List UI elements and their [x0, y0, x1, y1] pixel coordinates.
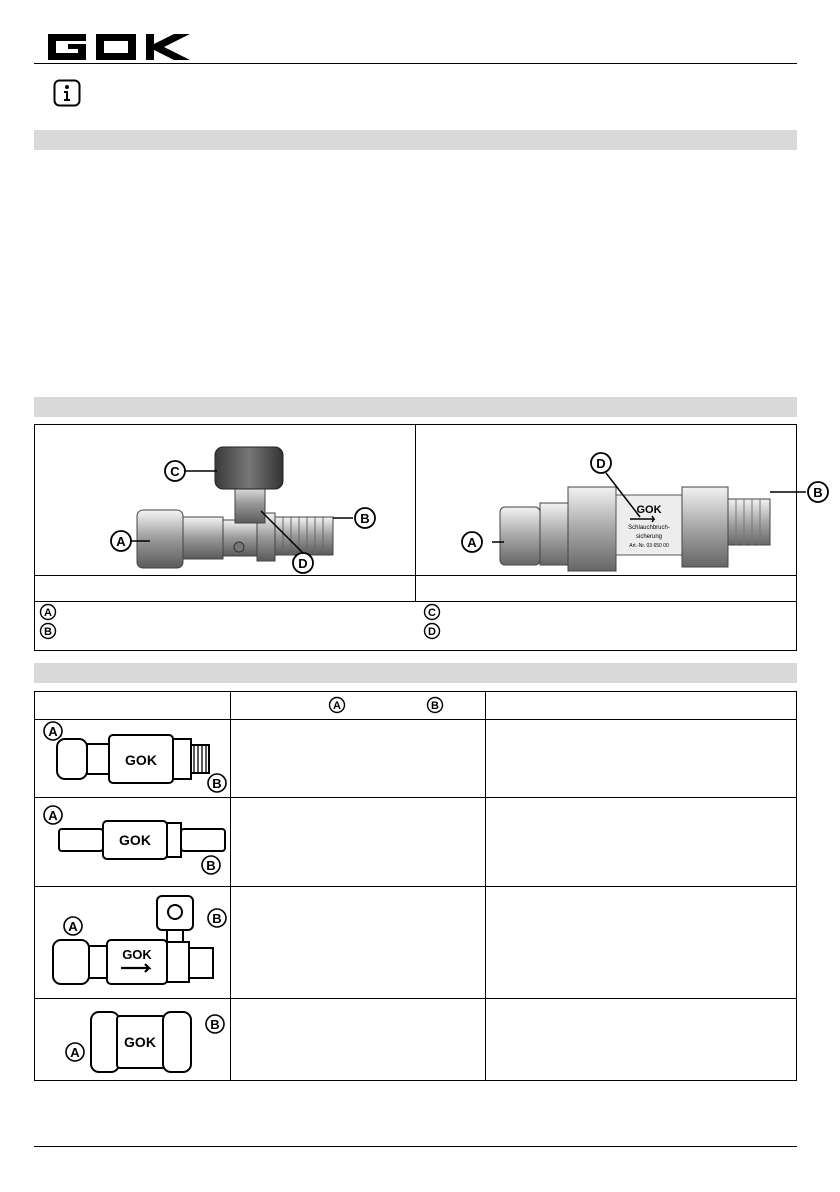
- variant-drawing-4: [39, 1000, 229, 1080]
- row-brand-mark: GOK: [119, 832, 151, 848]
- product-text: sicherung: [635, 534, 663, 540]
- callout-b: B: [813, 485, 823, 500]
- gok-logo: [46, 34, 192, 60]
- row-label-a: A: [68, 919, 78, 934]
- callout-c: C: [170, 464, 180, 479]
- svg-text:B: B: [431, 700, 439, 712]
- product-text: Schlauchbruch-: [628, 525, 670, 531]
- legend-c: [423, 603, 445, 621]
- callout-d: D: [596, 456, 606, 471]
- row-label-a: A: [48, 724, 58, 739]
- legend-d-icon: [423, 622, 441, 640]
- section-band-3: [34, 663, 797, 683]
- svg-text:B: B: [44, 626, 52, 638]
- legend-b: [39, 622, 61, 640]
- variant-drawing-1: [39, 721, 229, 795]
- svg-text:A: A: [333, 700, 341, 712]
- row-divider: [35, 797, 796, 798]
- legend-a-icon: [39, 603, 57, 621]
- hose-break-photo-right: [416, 425, 823, 575]
- callout-a: A: [116, 534, 126, 549]
- row-brand-mark: GOK: [122, 947, 152, 962]
- callout-d: D: [298, 556, 308, 571]
- row-label-a: A: [70, 1045, 80, 1060]
- info-icon: [53, 79, 81, 107]
- header-a-icon: [328, 696, 346, 714]
- legend-d: [423, 622, 445, 640]
- variant-drawing-2: [39, 799, 229, 885]
- callout-b: B: [360, 511, 370, 526]
- valve-photo-left: [35, 425, 415, 575]
- svg-text:D: D: [428, 626, 436, 638]
- row-label-b: B: [212, 911, 222, 926]
- variant-drawing-3: [39, 888, 229, 996]
- row-brand-mark: GOK: [125, 752, 157, 768]
- row-brand-mark: GOK: [124, 1034, 156, 1050]
- section-band-1: [34, 130, 797, 150]
- variants-table: [34, 691, 797, 1081]
- row-label-a: A: [48, 808, 58, 823]
- svg-text:A: A: [44, 607, 52, 619]
- svg-text:C: C: [428, 607, 436, 619]
- product-brand-mark: GOK: [636, 504, 662, 516]
- legend-c-icon: [423, 603, 441, 621]
- legend-a: [39, 603, 61, 621]
- row-divider: [35, 886, 796, 887]
- figure-rule: [35, 575, 796, 576]
- product-text: Art.-Nr. 03 650 00: [629, 543, 669, 549]
- footer-rule: [34, 1146, 797, 1147]
- legend-b-icon: [39, 622, 57, 640]
- row-label-b: B: [212, 776, 222, 791]
- figure-rule: [35, 601, 796, 602]
- header-b-icon: [426, 696, 444, 714]
- callout-a: A: [467, 535, 477, 550]
- row-label-b: B: [210, 1017, 220, 1032]
- header-rule: [34, 63, 797, 64]
- row-divider: [35, 998, 796, 999]
- row-label-b: B: [206, 858, 216, 873]
- product-figure-table: [34, 424, 823, 651]
- section-band-2: [34, 397, 797, 417]
- row-divider: [35, 719, 796, 720]
